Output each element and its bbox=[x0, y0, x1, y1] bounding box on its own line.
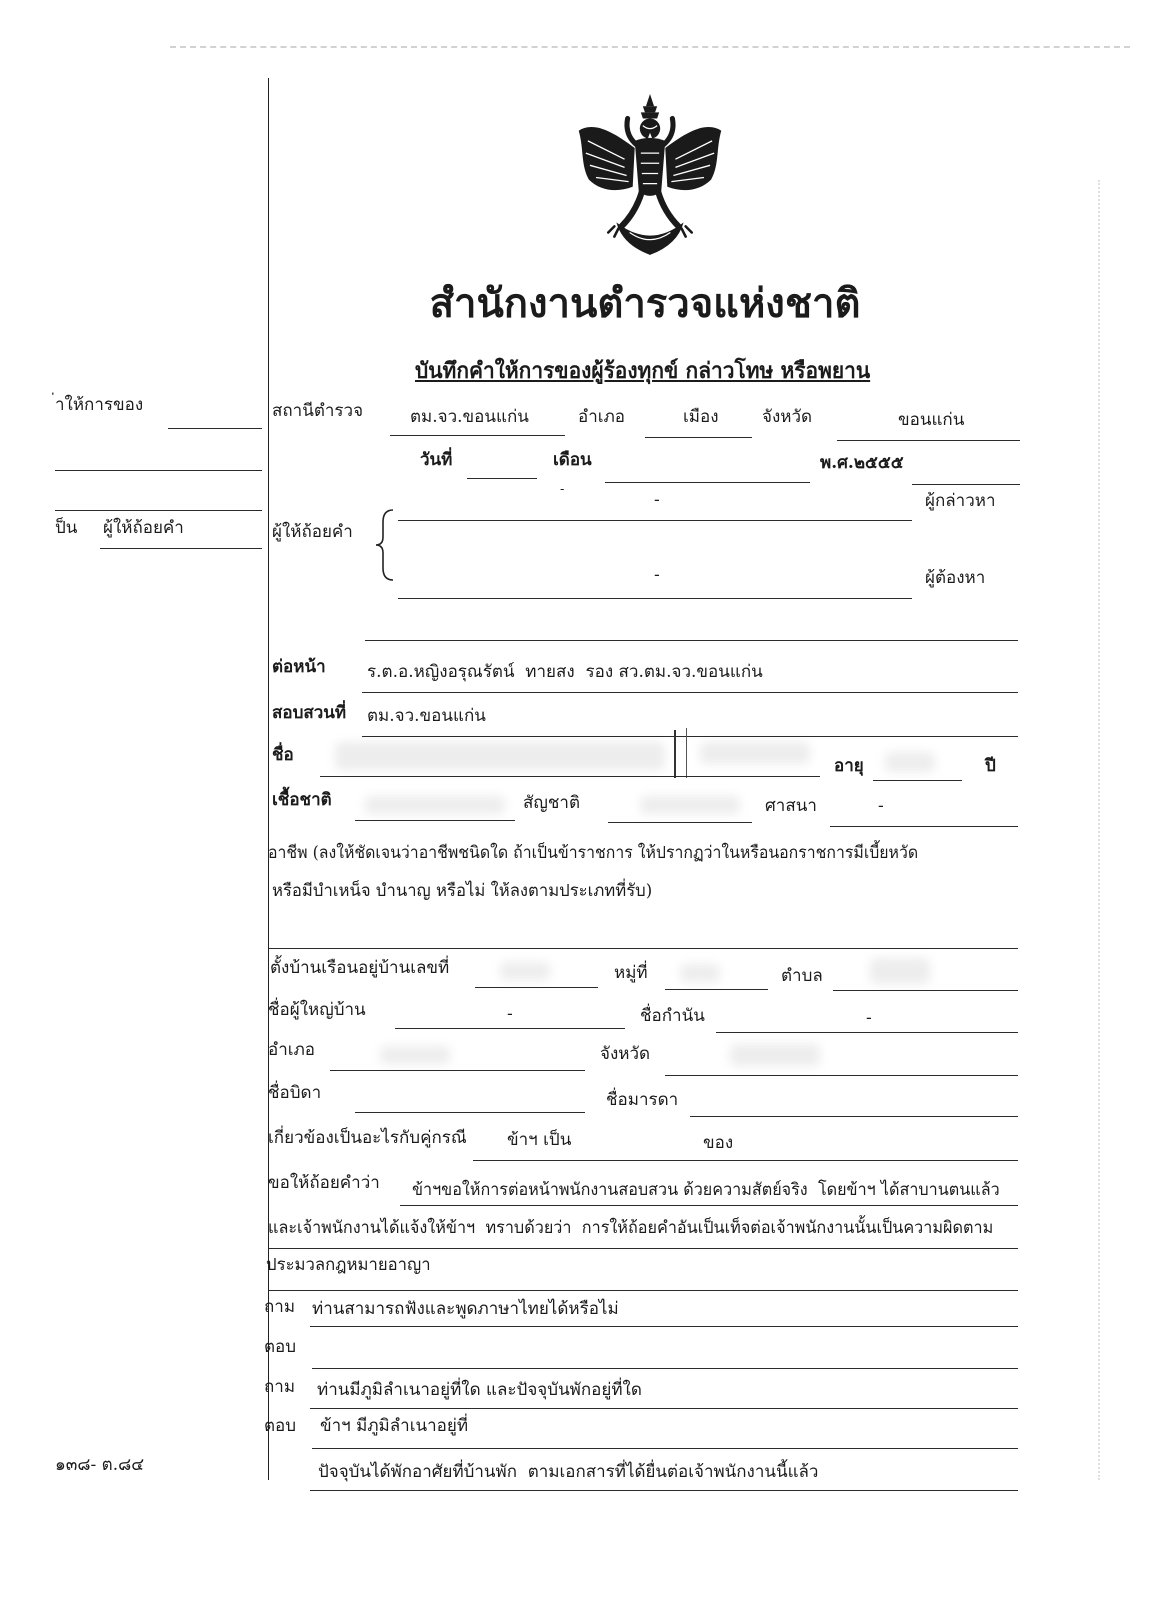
field-underline bbox=[362, 736, 1018, 737]
redaction-smudge bbox=[870, 958, 930, 984]
field-underline bbox=[475, 987, 598, 988]
field-underline bbox=[310, 1490, 1018, 1491]
field-underline bbox=[268, 1290, 1018, 1291]
field-underline bbox=[268, 1248, 1018, 1249]
margin-statement-of: ่าให้การของ bbox=[55, 395, 144, 415]
relation-of: ของ bbox=[703, 1133, 734, 1153]
field-underline bbox=[355, 1112, 585, 1113]
field-underline bbox=[605, 482, 810, 483]
month-label: เดือน bbox=[553, 450, 592, 470]
field-underline bbox=[608, 822, 752, 823]
father-label: ชื่อบิดา bbox=[268, 1083, 322, 1103]
field-underline bbox=[400, 1205, 1018, 1206]
redaction-smudge bbox=[700, 742, 810, 764]
form-code: ๑๓๘- ต.๘๔ bbox=[55, 1455, 145, 1475]
redaction-smudge bbox=[380, 1046, 450, 1064]
accuser-label: ผู้กล่าวหา bbox=[925, 491, 996, 511]
field-underline bbox=[330, 1070, 585, 1071]
religion-label: ศาสนา bbox=[765, 796, 817, 816]
redaction-mark bbox=[686, 728, 687, 778]
religion-value: - bbox=[878, 796, 884, 816]
village-head-label: ชื่อผู้ใหญ่บ้าน bbox=[268, 1000, 366, 1020]
redaction-smudge bbox=[885, 752, 935, 772]
field-underline bbox=[390, 435, 565, 436]
field-underline bbox=[665, 989, 768, 990]
form-title: บันทึกคำให้การของผู้ร้องทุกข์ กล่าวโทษ หรือพยาน bbox=[415, 358, 871, 384]
day-label: วันที่ bbox=[420, 450, 453, 470]
field-underline bbox=[310, 1326, 1018, 1327]
statement-line2: และเจ้าพนักงานได้แจ้งให้ข้าฯ ทราบด้วยว่า การให้ถ้อยคำอันเป็นเท็จต่อเจ้าพนักงานนั้นเป็นความผิดตาม bbox=[268, 1218, 994, 1238]
field-underline bbox=[310, 1408, 1018, 1409]
mother-label: ชื่อมารดา bbox=[606, 1090, 679, 1110]
redaction-smudge bbox=[335, 742, 665, 770]
agency-title: สำนักงานตำรวจแห่งชาติ bbox=[429, 280, 861, 327]
kamnan-value: - bbox=[866, 1008, 872, 1028]
field-underline bbox=[830, 826, 1018, 827]
statement-label: ขอให้ถ้อยคำว่า bbox=[268, 1173, 380, 1193]
field-underline bbox=[55, 470, 262, 471]
moo-label: หมู่ที่ bbox=[614, 963, 648, 983]
brace-icon bbox=[374, 508, 396, 582]
statement-line3: ประมวลกฎหมายอาญา bbox=[266, 1255, 431, 1275]
field-underline bbox=[716, 1032, 1018, 1033]
field-underline bbox=[690, 1116, 1018, 1117]
interview-place-label: สอบสวนที่ bbox=[272, 703, 347, 723]
field-underline bbox=[645, 437, 752, 438]
field-underline bbox=[873, 780, 962, 781]
nationality-label: สัญชาติ bbox=[523, 793, 580, 813]
answer-text: ข้าฯ มีภูมิลำเนาอยู่ที่ bbox=[320, 1416, 469, 1436]
answer-text-continued: ปัจจุบันได้พักอาศัยที่บ้านพัก ตามเอกสารที่ได้ยื่นต่อเจ้าพนักงานนี้แล้ว bbox=[318, 1462, 819, 1482]
address-province-label: จังหวัด bbox=[600, 1044, 651, 1064]
redaction-smudge bbox=[640, 796, 740, 814]
field-underline bbox=[398, 520, 912, 521]
age-label: อายุ bbox=[834, 756, 864, 776]
statement-line1: ข้าฯขอให้การต่อหน้าพนักงานสอบสวน ด้วยความสัตย์จริง โดยข้าฯ ได้สาบานตนแล้ว bbox=[412, 1180, 1000, 1200]
field-underline bbox=[55, 510, 262, 511]
margin-as-value: ผู้ให้ถ้อยคำ bbox=[103, 518, 184, 538]
accused-label: ผู้ต้องหา bbox=[925, 568, 986, 588]
occupation-instruction-line2: หรือมีบำเหน็จ บำนาญ หรือไม่ ให้ลงตามประเภทที่รับ) bbox=[272, 881, 653, 901]
parties-label: ผู้ให้ถ้อยคำ bbox=[272, 522, 353, 542]
field-underline bbox=[312, 1368, 1018, 1369]
station-value: ตม.จว.ขอนแก่น bbox=[410, 407, 529, 427]
field-underline bbox=[312, 1448, 1018, 1449]
field-underline bbox=[362, 692, 1018, 693]
field-underline bbox=[467, 478, 537, 479]
accused-value: - bbox=[654, 565, 660, 585]
address-district-label: อำเภอ bbox=[268, 1040, 315, 1060]
province-label: จังหวัด bbox=[762, 407, 813, 427]
date-dash: - bbox=[560, 482, 565, 497]
field-underline bbox=[473, 1160, 1018, 1161]
house-no-label: ตั้งบ้านเรือนอยู่บ้านเลขที่ bbox=[270, 958, 450, 978]
redaction-mark bbox=[674, 730, 676, 778]
witness-value: ร.ต.อ.หญิงอรุณรัตน์ ทายสง รอง สว.ตม.จว.ขอนแก่น bbox=[367, 662, 763, 682]
interview-place-value: ตม.จว.ขอนแก่น bbox=[367, 706, 486, 726]
field-underline bbox=[268, 948, 1018, 949]
year-label: พ.ศ.๒๕๕๕ bbox=[820, 453, 904, 473]
scan-edge-noise bbox=[1098, 180, 1100, 1480]
name-label: ชื่อ bbox=[272, 745, 294, 765]
question-label: ถาม bbox=[264, 1297, 296, 1317]
scan-artifact-line bbox=[170, 46, 1130, 48]
occupation-instruction-line1: อาชีพ (ลงให้ชัดเจนว่าอาชีพชนิดใด ถ้าเป็นข้าราชการ ให้ปรากฏว่าในหรือนอกราชการมีเบี้ยหวัด bbox=[268, 843, 919, 863]
station-label: สถานีตำรวจ bbox=[272, 401, 364, 421]
accuser-value: - bbox=[654, 490, 660, 510]
question-text: ท่านมีภูมิลำเนาอยู่ที่ใด และปัจจุบันพักอยู่ที่ใด bbox=[317, 1380, 642, 1400]
field-underline bbox=[320, 776, 820, 777]
answer-label: ตอบ bbox=[264, 1416, 297, 1436]
question-label: ถาม bbox=[264, 1377, 296, 1397]
district-value: เมือง bbox=[683, 407, 719, 427]
margin-as-prefix: ป็น bbox=[55, 518, 78, 538]
ethnicity-label: เชื้อชาติ bbox=[272, 790, 332, 810]
kamnan-label: ชื่อกำนัน bbox=[640, 1006, 705, 1026]
village-head-value: - bbox=[507, 1004, 513, 1024]
field-underline bbox=[398, 598, 912, 599]
witness-label: ต่อหน้า bbox=[272, 657, 326, 677]
relation-label: เกี่ยวข้องเป็นอะไรกับคู่กรณี bbox=[268, 1128, 467, 1148]
field-underline bbox=[912, 484, 1020, 485]
field-underline bbox=[837, 440, 1020, 441]
field-underline bbox=[355, 820, 515, 821]
garuda-emblem-icon bbox=[572, 92, 728, 260]
field-underline bbox=[833, 990, 1018, 991]
relation-prefix: ข้าฯ เป็น bbox=[507, 1130, 572, 1150]
redaction-smudge bbox=[365, 796, 505, 814]
redaction-smudge bbox=[730, 1044, 820, 1066]
question-text: ท่านสามารถฟังและพูดภาษาไทยได้หรือไม่ bbox=[312, 1299, 619, 1319]
field-underline bbox=[168, 428, 262, 429]
tambon-label: ตำบล bbox=[781, 966, 823, 986]
redaction-smudge bbox=[680, 964, 720, 982]
field-underline bbox=[665, 1075, 1018, 1076]
field-underline bbox=[395, 1028, 625, 1029]
district-label: อำเภอ bbox=[578, 407, 625, 427]
answer-label: ตอบ bbox=[264, 1337, 297, 1357]
redaction-smudge bbox=[500, 962, 550, 980]
age-unit: ปี bbox=[985, 756, 996, 776]
province-value: ขอนแก่น bbox=[898, 410, 965, 430]
field-underline bbox=[100, 548, 262, 549]
field-underline bbox=[365, 640, 1018, 641]
